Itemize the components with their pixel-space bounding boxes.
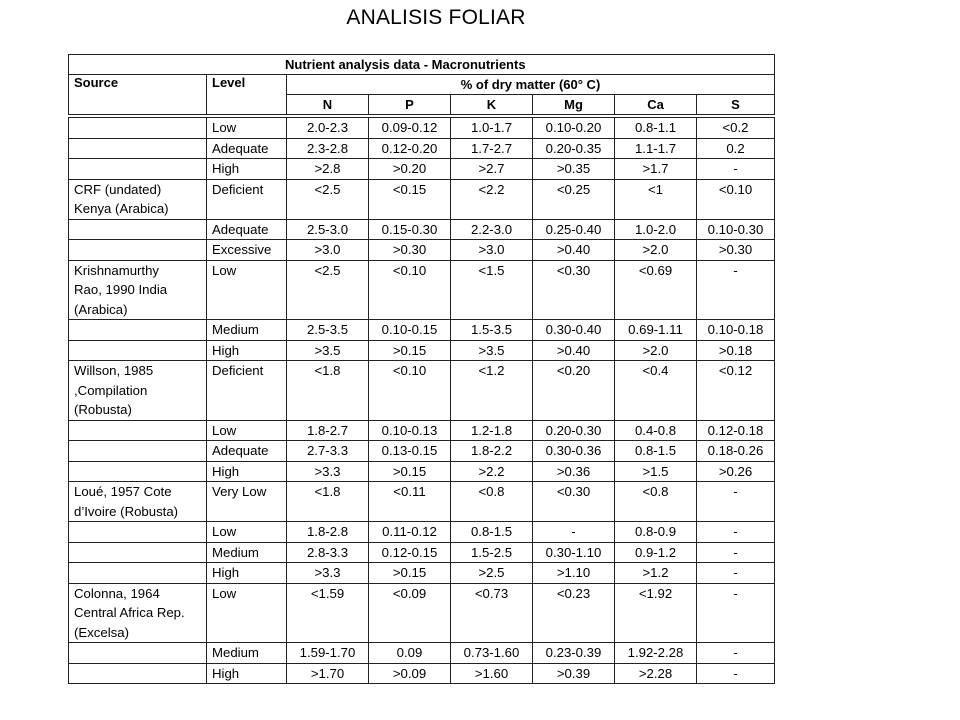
nutrient-header-k: K	[451, 95, 533, 115]
value-cell-n: >3.5	[287, 340, 369, 361]
value-cell-mg: 0.25-0.40	[533, 219, 615, 240]
source-cell	[69, 179, 207, 219]
value-cell-mg: >0.40	[533, 240, 615, 261]
value-cell-ca: 1.0-2.0	[615, 219, 697, 240]
value-cell-k: <1.5	[451, 260, 533, 320]
level-cell: High	[207, 461, 287, 482]
source-cell	[69, 563, 207, 584]
value-cell-p: 0.09	[369, 643, 451, 664]
value-cell-mg: -	[533, 522, 615, 543]
value-cell-s: <0.12	[697, 361, 775, 421]
value-cell-n: 2.3-2.8	[287, 138, 369, 159]
value-cell-ca: 0.8-0.9	[615, 522, 697, 543]
value-cell-ca: >1.5	[615, 461, 697, 482]
source-column-header: Source	[69, 75, 207, 115]
table-row	[69, 260, 775, 320]
value-cell-mg: 0.30-0.40	[533, 320, 615, 341]
source-cell	[69, 340, 207, 361]
value-cell-ca: 1.92-2.28	[615, 643, 697, 664]
value-cell-s: >0.30	[697, 240, 775, 261]
value-cell-n: <1.8	[287, 482, 369, 522]
value-cell-ca: >2.0	[615, 240, 697, 261]
value-cell-s: -	[697, 482, 775, 522]
source-cell	[69, 260, 207, 320]
source-line: ,Compilation	[74, 382, 148, 398]
value-cell-k: <0.73	[451, 583, 533, 643]
value-cell-s: 0.2	[697, 138, 775, 159]
value-cell-ca: >2.28	[615, 663, 697, 684]
value-cell-mg: <0.23	[533, 583, 615, 643]
source-cell	[69, 482, 207, 522]
value-cell-mg: 0.23-0.39	[533, 643, 615, 664]
table-row	[69, 461, 775, 482]
value-cell-k: >1.60	[451, 663, 533, 684]
value-cell-mg: 0.20-0.30	[533, 420, 615, 441]
table-row	[69, 219, 775, 240]
source-line: Colonna, 1964	[74, 585, 160, 601]
value-cell-n: >2.8	[287, 159, 369, 180]
level-cell: Low	[207, 260, 287, 320]
value-cell-n: 2.5-3.5	[287, 320, 369, 341]
level-cell: Deficient	[207, 361, 287, 421]
value-cell-n: 1.8-2.7	[287, 420, 369, 441]
value-cell-s: -	[697, 563, 775, 584]
value-cell-p: 0.12-0.15	[369, 542, 451, 563]
level-cell: Medium	[207, 542, 287, 563]
value-cell-mg: >0.35	[533, 159, 615, 180]
value-cell-mg: 0.30-1.10	[533, 542, 615, 563]
value-cell-n: <1.59	[287, 583, 369, 643]
value-cell-s: 0.10-0.30	[697, 219, 775, 240]
value-cell-s: 0.10-0.18	[697, 320, 775, 341]
value-cell-k: 0.8-1.5	[451, 522, 533, 543]
value-cell-n: 2.5-3.0	[287, 219, 369, 240]
nutrient-header-n: N	[287, 95, 369, 115]
source-cell	[69, 583, 207, 643]
source-line: Loué, 1957 Cote	[74, 484, 172, 499]
table-row	[69, 340, 775, 361]
value-cell-n: 1.59-1.70	[287, 643, 369, 664]
value-cell-n: <2.5	[287, 179, 369, 219]
value-cell-s: 0.12-0.18	[697, 420, 775, 441]
value-cell-p: 0.09-0.12	[369, 118, 451, 139]
value-cell-k: <0.8	[451, 482, 533, 522]
source-line: Rao, 1990 India	[74, 282, 168, 297]
source-line: CRF (undated)	[74, 181, 162, 197]
value-cell-ca: 0.9-1.2	[615, 542, 697, 563]
value-cell-n: 2.8-3.3	[287, 542, 369, 563]
value-cell-mg: >0.39	[533, 663, 615, 684]
value-cell-s: >0.26	[697, 461, 775, 482]
value-cell-p: 0.10-0.13	[369, 420, 451, 441]
nutrient-header-s: S	[697, 95, 775, 115]
source-line: (Arabica)	[74, 301, 128, 317]
value-cell-s: -	[697, 583, 775, 643]
value-cell-p: 0.10-0.15	[369, 320, 451, 341]
level-cell: Excessive	[207, 240, 287, 261]
source-cell	[69, 441, 207, 462]
value-cell-ca: <0.4	[615, 361, 697, 421]
level-cell: Deficient	[207, 179, 287, 219]
table-row	[69, 118, 775, 139]
value-cell-n: <2.5	[287, 260, 369, 320]
source-cell	[69, 643, 207, 664]
source-cell	[69, 522, 207, 543]
nutrient-table-body	[68, 117, 775, 684]
level-cell: Medium	[207, 643, 287, 664]
value-cell-ca: >1.7	[615, 159, 697, 180]
value-cell-p: >0.09	[369, 663, 451, 684]
value-cell-mg: >0.40	[533, 340, 615, 361]
value-cell-n: <1.8	[287, 361, 369, 421]
value-cell-p: >0.15	[369, 340, 451, 361]
table-row	[69, 420, 775, 441]
source-line: Willson, 1985	[74, 363, 154, 378]
value-cell-n: >3.0	[287, 240, 369, 261]
source-line: Central Africa Rep.	[74, 605, 185, 620]
value-cell-s: <0.2	[697, 118, 775, 139]
value-cell-k: 1.5-2.5	[451, 542, 533, 563]
value-cell-s: -	[697, 522, 775, 543]
source-cell	[69, 461, 207, 482]
value-cell-ca: 0.8-1.5	[615, 441, 697, 462]
value-cell-p: <0.10	[369, 361, 451, 421]
table-row	[69, 643, 775, 664]
value-cell-n: 2.7-3.3	[287, 441, 369, 462]
value-cell-mg: <0.30	[533, 482, 615, 522]
level-cell: Adequate	[207, 219, 287, 240]
value-cell-s: -	[697, 260, 775, 320]
table-row	[69, 522, 775, 543]
value-cell-p: 0.15-0.30	[369, 219, 451, 240]
value-cell-ca: <0.69	[615, 260, 697, 320]
value-cell-p: >0.15	[369, 563, 451, 584]
value-cell-mg: 0.10-0.20	[533, 118, 615, 139]
value-cell-ca: <0.8	[615, 482, 697, 522]
table-row	[69, 583, 775, 643]
value-cell-p: <0.15	[369, 179, 451, 219]
table-row	[69, 482, 775, 522]
value-cell-mg: <0.25	[533, 179, 615, 219]
source-line: Kenya (Arabica)	[74, 201, 169, 216]
source-cell	[69, 663, 207, 684]
table-row	[69, 138, 775, 159]
value-cell-p: <0.11	[369, 482, 451, 522]
table-row	[69, 441, 775, 462]
table-row	[69, 663, 775, 684]
level-cell: High	[207, 159, 287, 180]
level-cell: Low	[207, 118, 287, 139]
value-cell-k: 1.8-2.2	[451, 441, 533, 462]
value-cell-p: 0.11-0.12	[369, 522, 451, 543]
value-cell-ca: >2.0	[615, 340, 697, 361]
value-cell-ca: <1	[615, 179, 697, 219]
level-cell: Low	[207, 420, 287, 441]
source-cell	[69, 420, 207, 441]
table-row	[69, 563, 775, 584]
table-row	[69, 542, 775, 563]
table-title: Nutrient analysis data - Macronutrients	[69, 55, 775, 75]
value-cell-mg: <0.30	[533, 260, 615, 320]
value-cell-p: 0.12-0.20	[369, 138, 451, 159]
value-cell-k: <2.2	[451, 179, 533, 219]
nutrient-table-header	[68, 54, 775, 115]
table-row	[69, 320, 775, 341]
value-cell-mg: >0.36	[533, 461, 615, 482]
value-cell-k: >2.2	[451, 461, 533, 482]
value-cell-p: >0.30	[369, 240, 451, 261]
value-cell-s: -	[697, 643, 775, 664]
level-cell: Medium	[207, 320, 287, 341]
source-cell	[69, 219, 207, 240]
level-column-header: Level	[207, 75, 287, 115]
value-cell-p: <0.09	[369, 583, 451, 643]
value-cell-s: 0.18-0.26	[697, 441, 775, 462]
nutrient-header-p: P	[369, 95, 451, 115]
value-cell-k: >3.5	[451, 340, 533, 361]
value-cell-k: 1.7-2.7	[451, 138, 533, 159]
value-cell-p: >0.20	[369, 159, 451, 180]
level-cell: High	[207, 663, 287, 684]
value-cell-k: 0.73-1.60	[451, 643, 533, 664]
level-cell: Adequate	[207, 441, 287, 462]
value-cell-s: -	[697, 159, 775, 180]
value-cell-k: >2.5	[451, 563, 533, 584]
level-cell: Low	[207, 583, 287, 643]
source-cell	[69, 138, 207, 159]
value-cell-ca: 0.69-1.11	[615, 320, 697, 341]
value-cell-s: <0.10	[697, 179, 775, 219]
value-cell-ca: <1.92	[615, 583, 697, 643]
value-cell-n: >3.3	[287, 563, 369, 584]
source-cell	[69, 361, 207, 421]
source-cell	[69, 320, 207, 341]
nutrient-header-ca: Ca	[615, 95, 697, 115]
value-cell-ca: >1.2	[615, 563, 697, 584]
value-cell-ca: 0.8-1.1	[615, 118, 697, 139]
value-cell-s: >0.18	[697, 340, 775, 361]
value-cell-mg: <0.20	[533, 361, 615, 421]
nutrient-table-container	[68, 54, 775, 684]
value-cell-k: >3.0	[451, 240, 533, 261]
value-cell-k: 1.5-3.5	[451, 320, 533, 341]
level-cell: High	[207, 563, 287, 584]
level-cell: Adequate	[207, 138, 287, 159]
value-cell-p: <0.10	[369, 260, 451, 320]
value-cell-mg: >1.10	[533, 563, 615, 584]
value-cell-n: 1.8-2.8	[287, 522, 369, 543]
source-cell	[69, 118, 207, 139]
page-title: ANALISIS FOLIAR	[346, 6, 526, 29]
table-row	[69, 361, 775, 421]
table-row	[69, 179, 775, 219]
source-line: (Robusta)	[74, 402, 132, 417]
value-cell-p: 0.13-0.15	[369, 441, 451, 462]
units-header: % of dry matter (60° C)	[287, 75, 775, 95]
source-cell	[69, 159, 207, 180]
value-cell-k: 1.2-1.8	[451, 420, 533, 441]
value-cell-n: >1.70	[287, 663, 369, 684]
value-cell-n: 2.0-2.3	[287, 118, 369, 139]
table-row	[69, 240, 775, 261]
value-cell-ca: 1.1-1.7	[615, 138, 697, 159]
source-cell	[69, 240, 207, 261]
value-cell-p: >0.15	[369, 461, 451, 482]
value-cell-s: -	[697, 542, 775, 563]
value-cell-ca: 0.4-0.8	[615, 420, 697, 441]
level-cell: Low	[207, 522, 287, 543]
level-cell: Very Low	[207, 482, 287, 522]
level-cell: High	[207, 340, 287, 361]
source-line: Krishnamurthy	[74, 262, 160, 278]
value-cell-k: >2.7	[451, 159, 533, 180]
value-cell-mg: 0.30-0.36	[533, 441, 615, 462]
value-cell-mg: 0.20-0.35	[533, 138, 615, 159]
value-cell-k: 1.0-1.7	[451, 118, 533, 139]
source-line: (Excelsa)	[74, 624, 129, 640]
source-line: d’Ivoire (Robusta)	[74, 503, 179, 519]
value-cell-k: 2.2-3.0	[451, 219, 533, 240]
value-cell-k: <1.2	[451, 361, 533, 421]
value-cell-s: -	[697, 663, 775, 684]
nutrient-header-mg: Mg	[533, 95, 615, 115]
source-cell	[69, 542, 207, 563]
value-cell-n: >3.3	[287, 461, 369, 482]
table-row	[69, 159, 775, 180]
